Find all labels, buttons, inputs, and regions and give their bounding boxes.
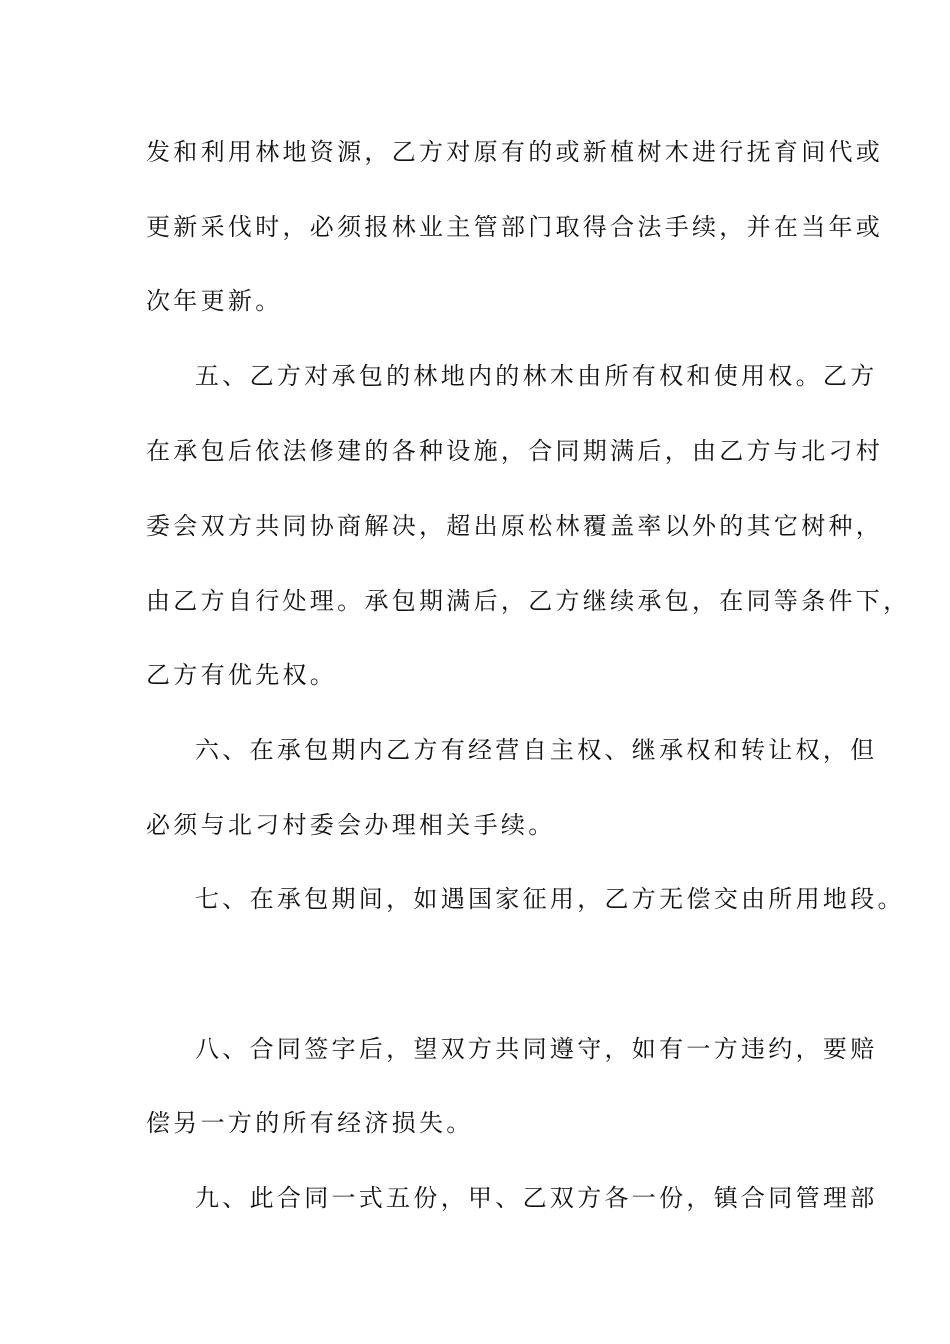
- p4-line-1: 发和利用林地资源，乙方对原有的或新植树木进行抚育间代或: [146, 138, 884, 166]
- p5-line-5: 乙方有优先权。: [146, 661, 338, 689]
- p5-line-3: 委会双方共同协商解决，超出原松林覆盖率以外的其它树种，: [146, 512, 884, 540]
- p5-line-1: 五、乙方对承包的林地内的林木由所有权和使用权。乙方: [195, 362, 878, 390]
- p4-line-3: 次年更新。: [146, 287, 283, 315]
- p6-line-2: 必须与北刁村委会办理相关手续。: [146, 811, 556, 839]
- p4-line-2: 更新采伐时，必须报林业主管部门取得合法手续，并在当年或: [146, 213, 884, 241]
- p7-line-1: 七、在承包期间，如遇国家征用，乙方无偿交由所用地段。: [195, 885, 905, 913]
- p5-line-4: 由乙方自行处理。承包期满后，乙方继续承包，在同等条件下，: [146, 587, 911, 615]
- p6-line-1: 六、在承包期内乙方有经营自主权、继承权和转让权，但: [195, 736, 878, 764]
- p9-line-1: 九、此合同一式五份，甲、乙双方各一份，镇合同管理部: [195, 1184, 878, 1212]
- p8-line-2: 偿另一方的所有经济损失。: [146, 1109, 474, 1137]
- p8-line-1: 八、合同签字后，望双方共同遵守，如有一方违约，要赔: [195, 1035, 878, 1063]
- p5-line-2: 在承包后依法修建的各种设施，合同期满后，由乙方与北刁村: [146, 437, 884, 465]
